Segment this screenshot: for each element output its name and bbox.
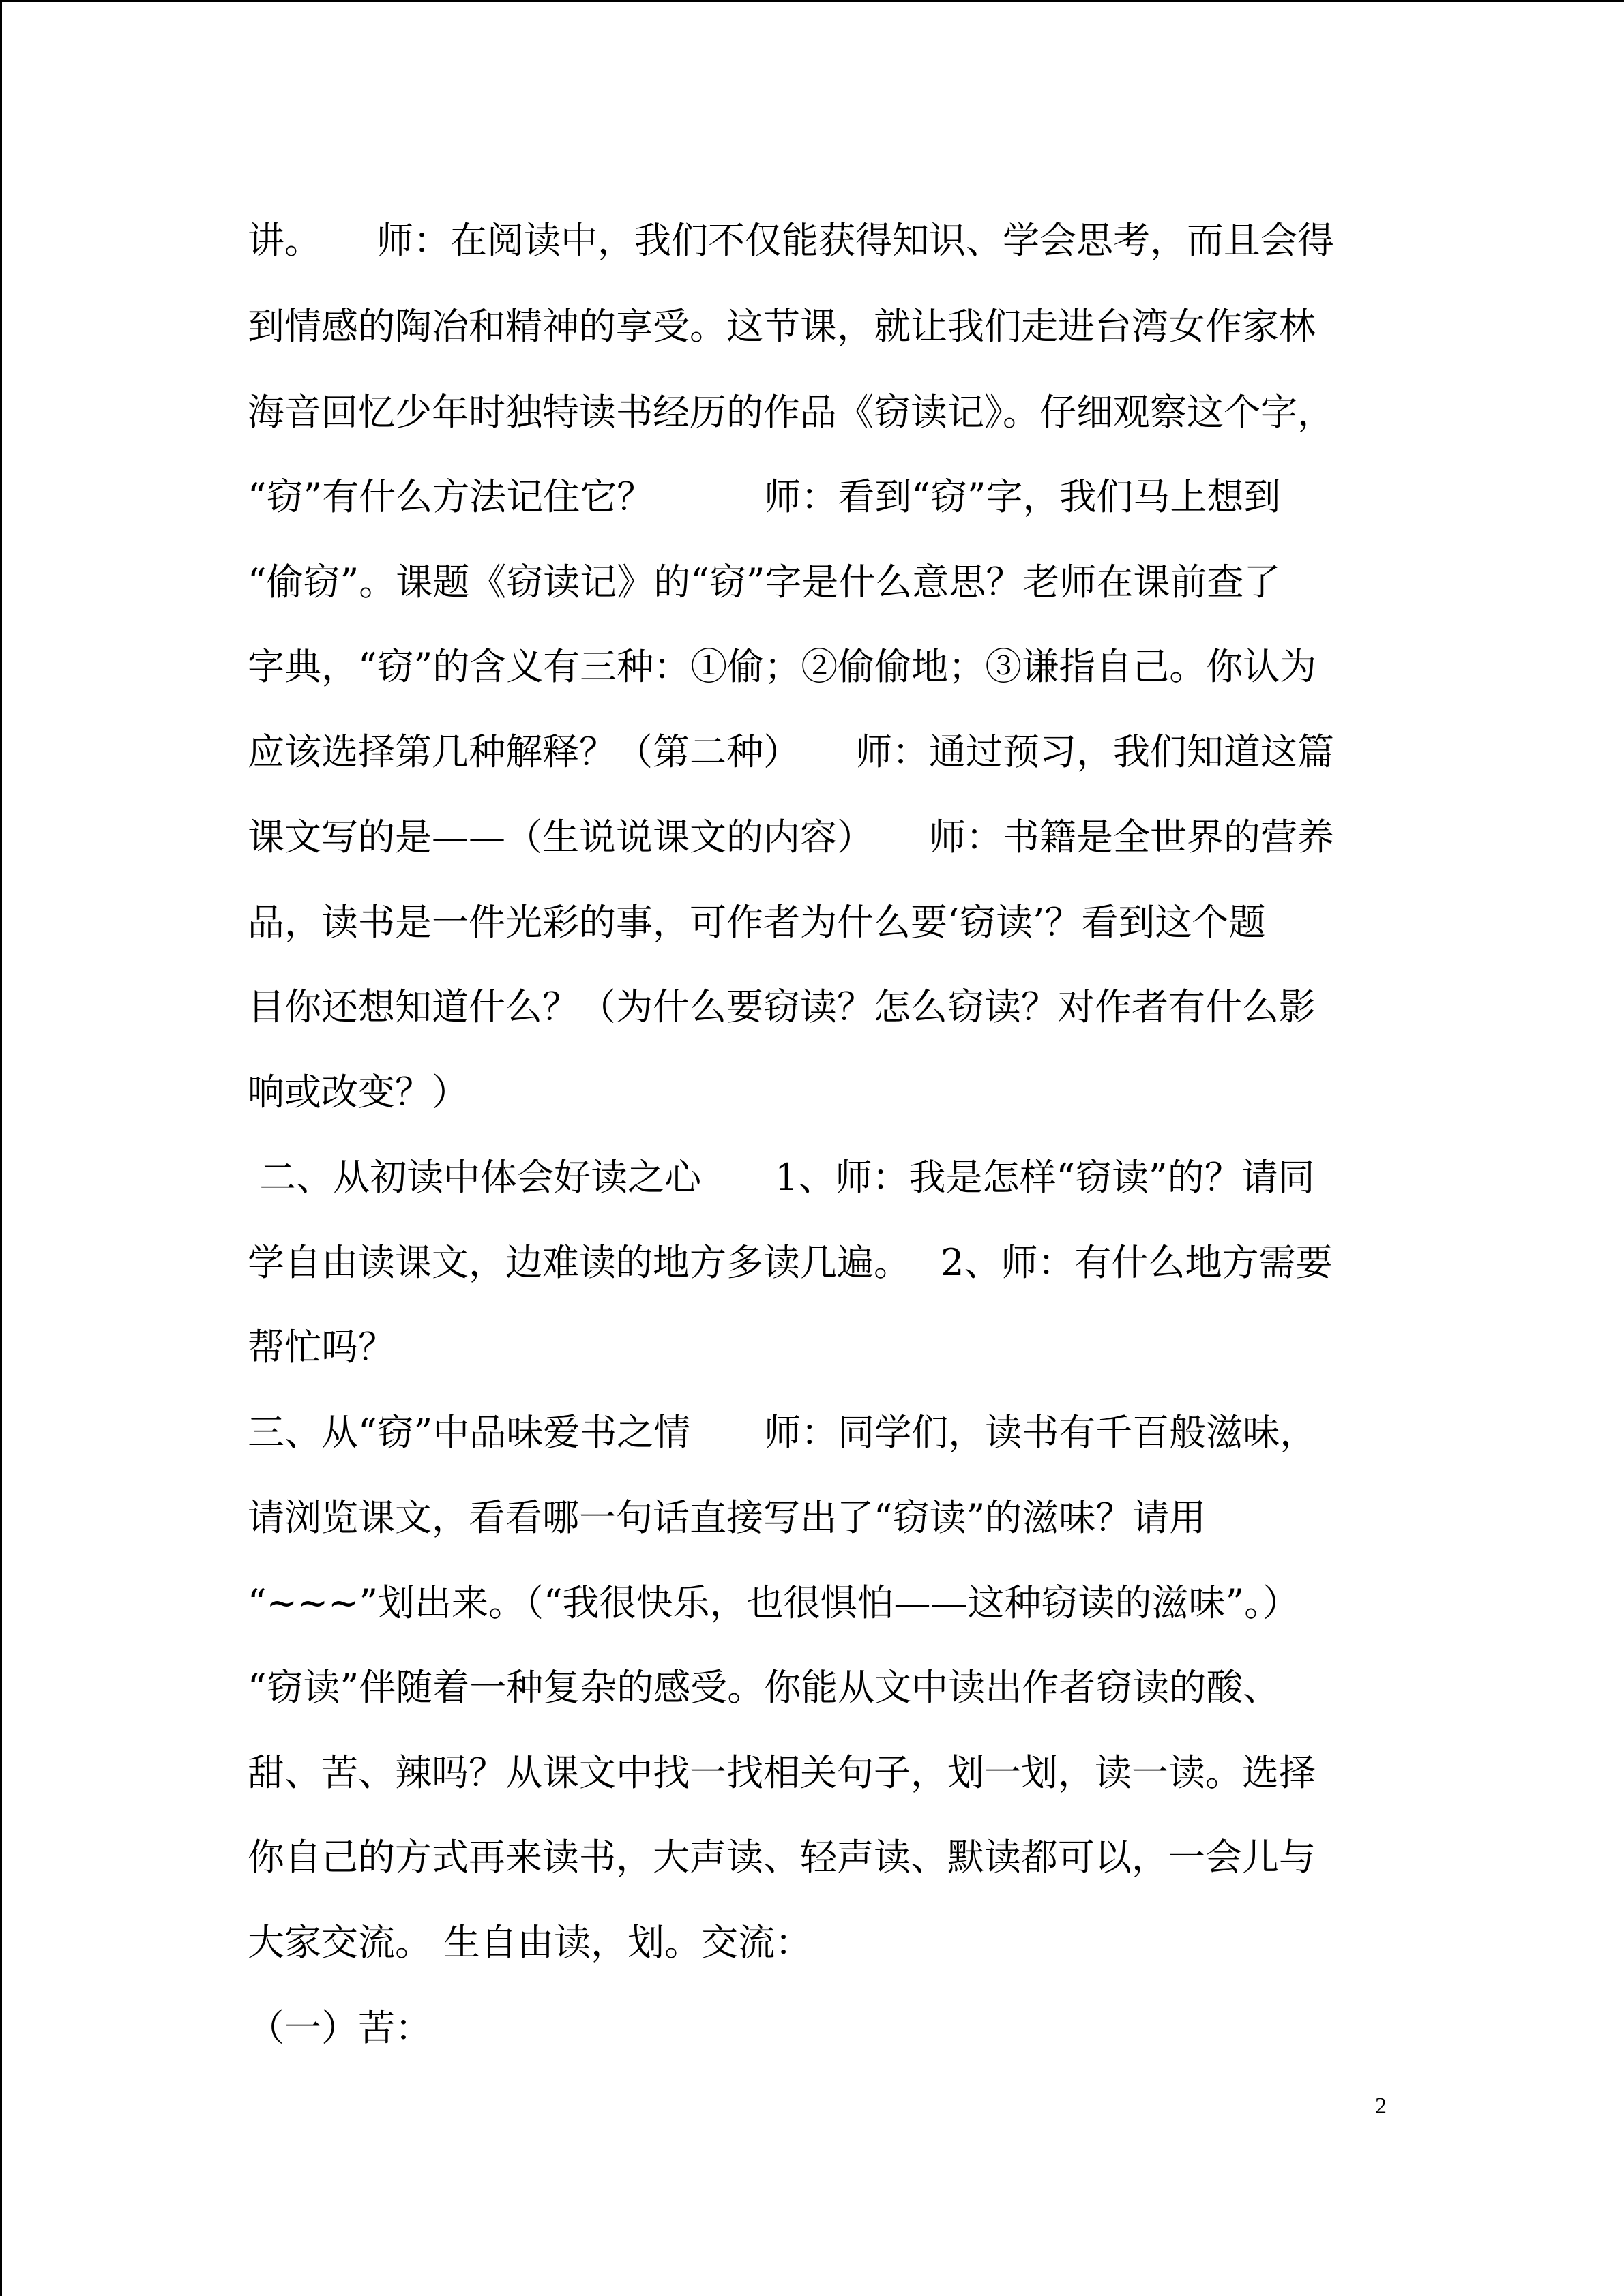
text-line: 海音回忆少年时独特读书经历的作品《窃读记》。仔细观察这个字， <box>248 391 1334 434</box>
text-line: 你自己的方式再来读书，大声读、轻声读、默读都可以，一会儿与 <box>248 1836 1316 1879</box>
text-line: 帮忙吗？ <box>248 1326 395 1369</box>
text-line: 到情感的陶冶和精神的享受。这节课，就让我们走进台湾女作家林 <box>248 305 1316 348</box>
text-line: 响或改变？） <box>248 1071 469 1114</box>
text-line: “~~~”划出来。（“我很快乐，也很惧怕——这种窃读的滋味”。） <box>248 1581 1300 1624</box>
text-line: 大家交流。 生自由读，划。交流： <box>248 1921 812 1964</box>
text-line: 甜、苦、辣吗？从课文中找一找相关句子，划一划，读一读。选择 <box>248 1751 1316 1794</box>
text-line: 品，读书是一件光彩的事，可作者为什么要‘窃读’？看到这个题 <box>248 901 1266 944</box>
text-line: “窃”有什么方法记住它？ 师：看到“窃”字，我们马上想到 <box>248 475 1281 518</box>
text-line: 字典，“窃”的含义有三种：①偷；②偷偷地；③谦指自己。你认为 <box>248 645 1317 688</box>
text-line: 讲。 师：在阅读中，我们不仅能获得知识、学会思考，而且会得 <box>248 219 1334 262</box>
text-line: 目你还想知道什么？（为什么要窃读？怎么窃读？对作者有什么影 <box>248 985 1316 1028</box>
subsection-heading-line: （一）苦： <box>248 2006 432 2049</box>
text-line: 请浏览课文，看看哪一句话直接写出了“窃读”的滋味？请用 <box>248 1496 1207 1539</box>
text-line: 课文写的是——（生说说课文的内容） 师：书籍是全世界的营养 <box>248 816 1334 859</box>
section-heading-line: 三、从“窃”中品味爱书之情 师：同学们，读书有千百般滋味， <box>248 1411 1317 1454</box>
text-line: 学自由读课文，边难读的地方多读几遍。 2、师：有什么地方需要 <box>248 1241 1333 1284</box>
page-number: 2 <box>1375 2093 1387 2119</box>
text-line: “偷窃”。课题《窃读记》的“窃”字是什么意思？老师在课前查了 <box>248 561 1281 603</box>
section-heading-line: 二、从初读中体会好读之心 1、师：我是怎样“窃读”的？请同 <box>248 1156 1315 1199</box>
text-line: 应该选择第几种解释？（第二种） 师：通过预习，我们知道这篇 <box>248 730 1334 773</box>
text-line: “窃读”伴随着一种复杂的感受。你能从文中读出作者窃读的酸、 <box>248 1666 1280 1709</box>
